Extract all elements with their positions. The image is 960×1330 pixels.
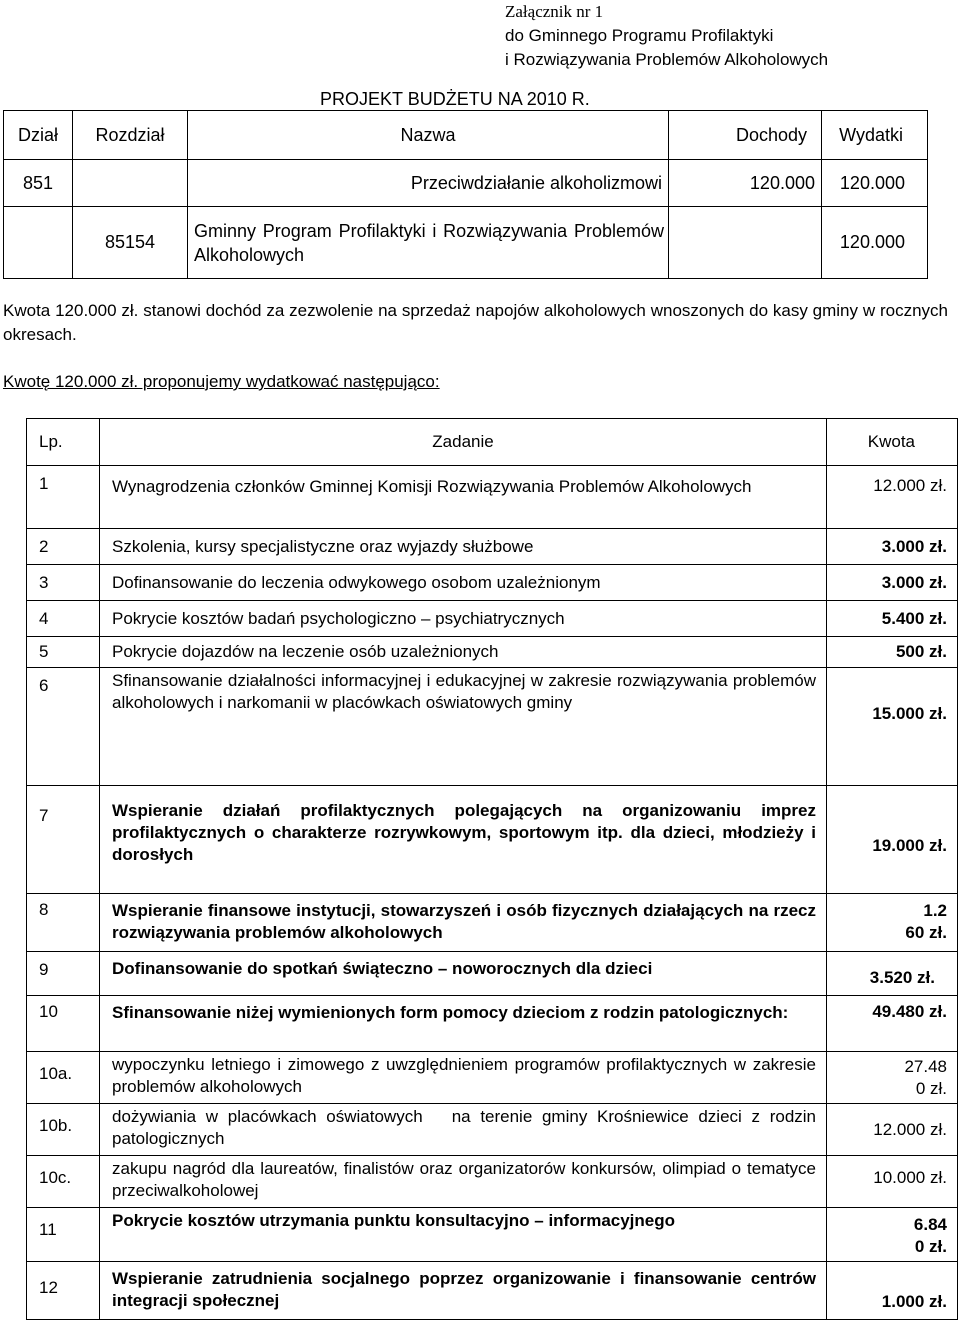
task-text: Pokrycie kosztów utrzymania punktu konsultacyjno – informacyjnego	[100, 1208, 827, 1262]
tasks-header-row	[27, 419, 958, 466]
task-lp: 5	[27, 637, 100, 668]
task-row	[27, 529, 958, 565]
task-amount: 3.000 zł.	[827, 529, 958, 565]
budget-header-row	[4, 111, 928, 160]
task-row	[27, 952, 958, 996]
task-amount-line2: 0 zł.	[914, 1237, 947, 1256]
task-lp: 10b.	[27, 1104, 100, 1156]
task-row	[27, 996, 958, 1052]
task-amount-line1: 1.2	[923, 901, 947, 920]
col-kwota: Kwota	[827, 419, 958, 466]
task-lp: 7	[27, 786, 100, 894]
col-rozdzial: Rozdział	[73, 111, 188, 160]
task-amount: 1.000 zł.	[827, 1262, 958, 1320]
appendix-line-2: do Gminnego Programu Profilaktyki	[505, 26, 774, 45]
task-text: Pokrycie dojazdów na leczenie osób uzależnionych	[100, 637, 827, 668]
cell-dochody: 120.000	[669, 160, 822, 207]
task-lp: 4	[27, 601, 100, 637]
task-text: Wspieranie zatrudnienia socjalnego poprzez organizowanie i finansowanie centrów integracji społecznej	[100, 1262, 827, 1320]
cell-wydatki: 120.000	[822, 207, 928, 279]
task-amount: 12.000 zł.	[827, 466, 958, 529]
budget-table	[3, 110, 928, 279]
task-amount	[827, 1052, 958, 1104]
task-amount: 500 zł.	[827, 637, 958, 668]
col-lp: Lp.	[27, 419, 100, 466]
task-row	[27, 601, 958, 637]
task-lp: 2	[27, 529, 100, 565]
task-amount	[827, 894, 958, 952]
cell-dzial: 851	[4, 160, 73, 207]
task-lp: 9	[27, 952, 100, 996]
task-amount: 5.400 zł.	[827, 601, 958, 637]
task-amount: 19.000 zł.	[827, 786, 958, 894]
task-amount	[827, 1208, 958, 1262]
task-lp: 10a.	[27, 1052, 100, 1104]
task-amount: 3.000 zł.	[827, 565, 958, 601]
cell-rozdzial: 85154	[73, 207, 188, 279]
task-text: Dofinansowanie do leczenia odwykowego osobom uzależnionym	[100, 565, 827, 601]
cell-dzial-empty	[4, 207, 73, 279]
task-amount: 49.480 zł.	[827, 996, 958, 1052]
task-lp: 1	[27, 466, 100, 529]
appendix-line-3: i Rozwiązywania Problemów Alkoholowych	[505, 50, 829, 69]
col-zadanie: Zadanie	[100, 419, 827, 466]
task-amount-line1: 6.84	[913, 1215, 947, 1234]
task-row	[27, 565, 958, 601]
task-lp: 12	[27, 1262, 100, 1320]
paragraph-income: Kwota 120.000 zł. stanowi dochód za zezwolenie na sprzedaż napojów alkoholowych wnoszonych do kasy gminy w rocznych okresach.	[3, 301, 948, 344]
cell-nazwa: Przeciwdziałanie alkoholizmowi	[188, 160, 669, 207]
cell-wydatki: 120.000	[822, 160, 928, 207]
budget-row-85154	[4, 207, 928, 279]
col-wydatki: Wydatki	[822, 111, 928, 160]
task-row	[27, 466, 958, 529]
task-text: Sfinansowanie niżej wymienionych form pomocy dzieciom z rodzin patologicznych:	[100, 996, 827, 1052]
col-dochody: Dochody	[669, 111, 822, 160]
task-row	[27, 894, 958, 952]
appendix-header	[505, 0, 828, 72]
paragraph-proposal: Kwotę 120.000 zł. proponujemy wydatkować następująco:	[3, 372, 440, 391]
task-row	[27, 668, 958, 786]
task-row	[27, 1052, 958, 1104]
cell-rozdzial-empty	[73, 160, 188, 207]
cell-nazwa: Gminny Program Profilaktyki i Rozwiązywania Problemów Alkoholowych	[188, 207, 669, 279]
task-row	[27, 637, 958, 668]
task-row	[27, 1208, 958, 1262]
task-amount-line1: 27.48	[904, 1057, 947, 1076]
col-nazwa: Nazwa	[188, 111, 669, 160]
task-text: Pokrycie kosztów badań psychologiczno – psychiatrycznych	[100, 601, 827, 637]
task-lp: 11	[27, 1208, 100, 1262]
task-amount-line2: 0 zł.	[915, 1079, 947, 1098]
task-text: Wynagrodzenia członków Gminnej Komisji Rozwiązywania Problemów Alkoholowych	[100, 466, 827, 529]
appendix-line-1: Załącznik nr 1	[505, 2, 604, 21]
task-row	[27, 786, 958, 894]
page-title: PROJEKT BUDŻETU NA 2010 R.	[320, 89, 590, 109]
task-text: Dofinansowanie do spotkań świąteczno – noworocznych dla dzieci	[100, 952, 827, 996]
task-text: Wspieranie finansowe instytucji, stowarzyszeń i osób fizycznych działających na rzecz rozwiązywania problemów alkoholowych	[100, 894, 827, 952]
task-amount: 10.000 zł.	[827, 1156, 958, 1208]
task-lp: 3	[27, 565, 100, 601]
task-lp: 6	[27, 668, 100, 786]
budget-row-851	[4, 160, 928, 207]
task-text: zakupu nagród dla laureatów, finalistów oraz organizatorów konkursów, olimpiad o tematyce przeciwalkoholowej	[100, 1156, 827, 1208]
task-amount: 12.000 zł.	[827, 1104, 958, 1156]
task-row	[27, 1262, 958, 1320]
task-amount: 15.000 zł.	[827, 668, 958, 786]
task-text: Wspieranie działań profilaktycznych polegających na organizowaniu imprez profilaktycznych o charakterze rozrywkowym, sportowym itp. dla dzieci, młodzieży i dorosłych	[100, 786, 827, 894]
task-text: Szkolenia, kursy specjalistyczne oraz wyjazdy służbowe	[100, 529, 827, 565]
task-lp: 10	[27, 996, 100, 1052]
task-row	[27, 1156, 958, 1208]
task-text: wypoczynku letniego i zimowego z uwzględnieniem programów profilaktycznych w zakresie problemów alkoholowych	[100, 1052, 827, 1104]
tasks-table	[26, 418, 958, 1320]
task-lp: 10c.	[27, 1156, 100, 1208]
task-text: dożywiania w placówkach oświatowych na terenie gminy Krośniewice dzieci z rodzin patologicznych	[100, 1104, 827, 1156]
cell-dochody-empty	[669, 207, 822, 279]
col-dzial: Dział	[4, 111, 73, 160]
task-row	[27, 1104, 958, 1156]
task-text: Sfinansowanie działalności informacyjnej i edukacyjnej w zakresie rozwiązywania problemów alkoholowych i narkomanii w placówkach oświatowych gminy	[100, 668, 827, 786]
task-amount: 3.520 zł.	[827, 952, 958, 996]
task-lp: 8	[27, 894, 100, 952]
task-amount-line2: 60 zł.	[905, 923, 947, 942]
